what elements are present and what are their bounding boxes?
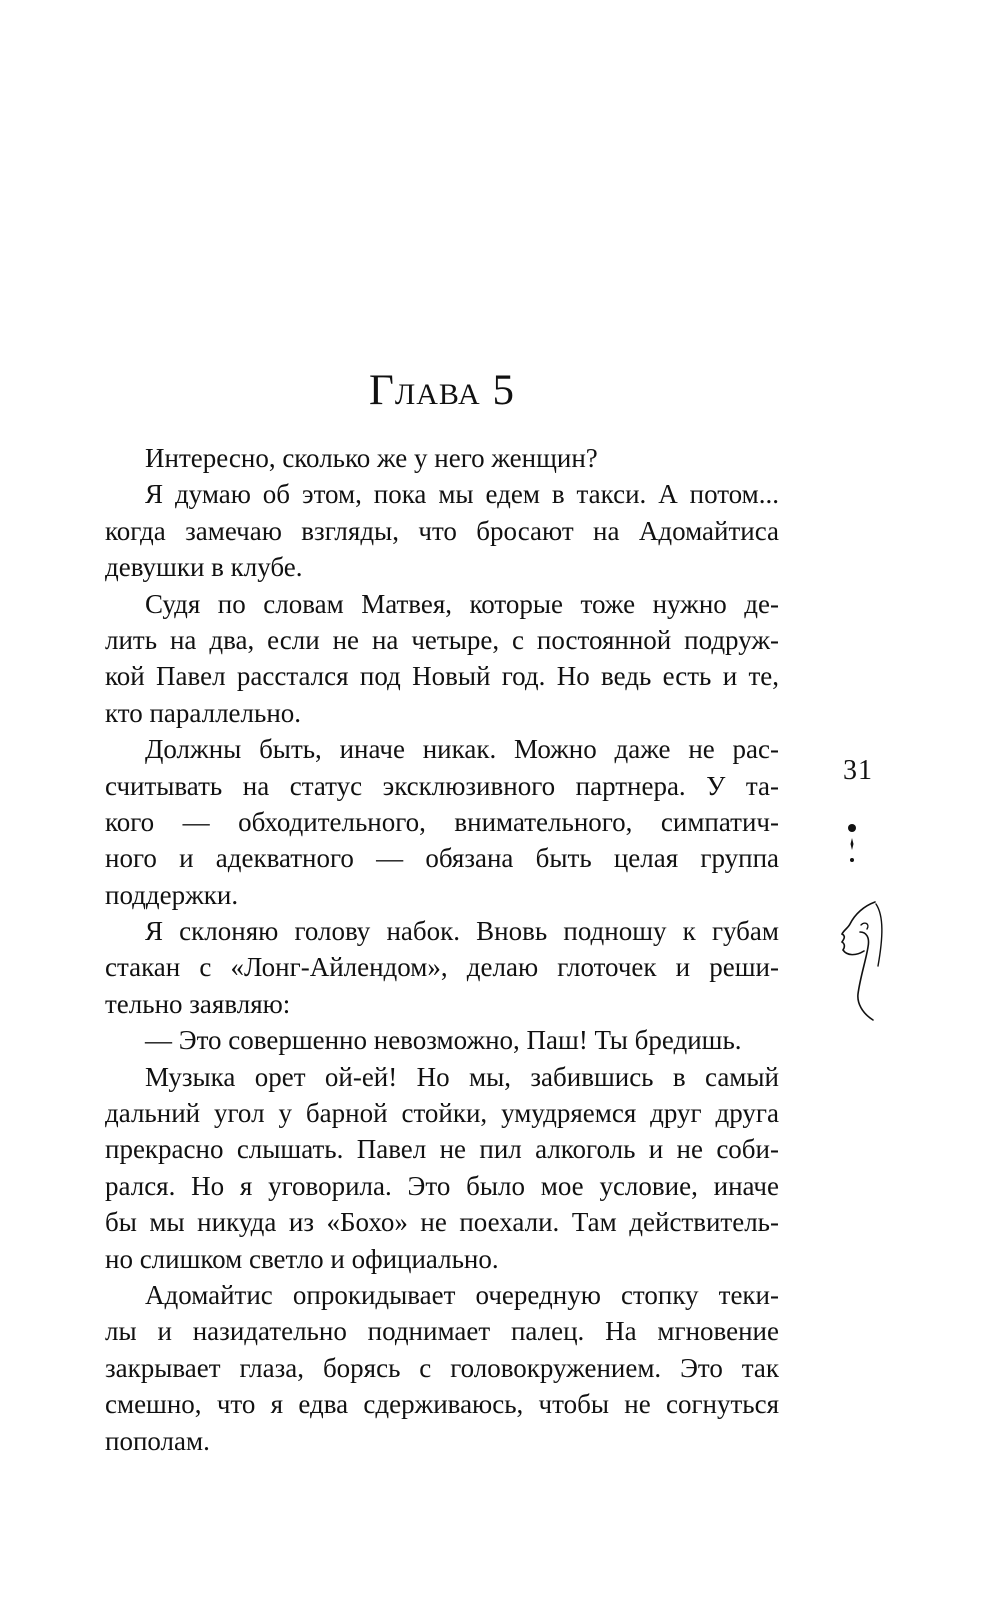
chapter-title: Глава 5 bbox=[369, 367, 515, 414]
text-line: тельно заявляю: bbox=[105, 988, 291, 1019]
ornament-dot-small bbox=[850, 858, 854, 862]
face-line-art-ornament bbox=[820, 820, 890, 1030]
text-line: лить на два, если не на четыре, с постоянной подруж- bbox=[105, 624, 779, 655]
text-line: рался. Но я уговорила. Это было мое условие, иначе bbox=[105, 1170, 779, 1201]
body-text bbox=[105, 440, 779, 1459]
text-line: Я склоняю голову набок. Вновь подношу к губам bbox=[145, 916, 779, 947]
text-line: — Это совершенно невозможно, Паш! Ты бредишь. bbox=[145, 1025, 742, 1056]
text-line: Я думаю об этом, пока мы едем в такси. А потом... bbox=[145, 479, 779, 510]
text-line: кто параллельно. bbox=[105, 697, 302, 728]
text-line: Должны быть, иначе никак. Можно даже не рас- bbox=[145, 734, 779, 765]
text-line: кой Павел расстался под Новый год. Но ведь есть и те, bbox=[105, 661, 779, 692]
face-profile-line bbox=[842, 902, 875, 955]
neck-line bbox=[858, 932, 873, 1020]
ornament-dot-large bbox=[848, 824, 856, 832]
text-line: поддержки. bbox=[105, 879, 239, 910]
text-line: Судя по словам Матвея, которые тоже нужно де- bbox=[145, 588, 779, 619]
text-line: смешно, что я едва сдерживаюсь, чтобы не согнуться bbox=[105, 1389, 779, 1420]
text-line: лы и назидательно поднимает палец. На мгновение bbox=[105, 1316, 779, 1347]
text-line: кого — обходительного, внимательного, симпатич- bbox=[105, 806, 779, 837]
text-line: считывать на статус эксклюзивного партнера. У та- bbox=[105, 770, 779, 801]
text-line: закрывает глаза, борясь с головокружением. Это так bbox=[105, 1352, 779, 1383]
text-line: прекрасно слышать. Павел не пил алкоголь и не соби- bbox=[105, 1134, 779, 1165]
text-line: но слишком светло и официально. bbox=[105, 1243, 499, 1274]
text-line: стакан с «Лонг-Айлендом», делаю глоточек и реши- bbox=[105, 952, 779, 983]
ornament-sparkle bbox=[851, 838, 854, 850]
text-line: Адомайтис опрокидывает очередную стопку теки- bbox=[145, 1279, 779, 1310]
hair-line bbox=[876, 904, 882, 966]
text-line: дальний угол у барной стойки, умудряемся друг друга bbox=[105, 1098, 779, 1129]
text-line: ного и адекватного — обязана быть целая группа bbox=[105, 843, 779, 874]
text-line: Музыка орет ой-ей! Но мы, забившись в самый bbox=[145, 1061, 779, 1092]
page-number: 31 bbox=[843, 755, 873, 786]
text-line: девушки в клубе. bbox=[105, 552, 303, 583]
text-line: пополам. bbox=[105, 1425, 210, 1456]
text-line: когда замечаю взгляды, что бросают на Адомайтиса bbox=[105, 515, 779, 546]
eye-line bbox=[861, 923, 868, 929]
text-line: бы мы никуда из «Бохо» не поехали. Там действитель- bbox=[105, 1207, 779, 1238]
text-line: Интересно, сколько же у него женщин? bbox=[145, 443, 598, 473]
